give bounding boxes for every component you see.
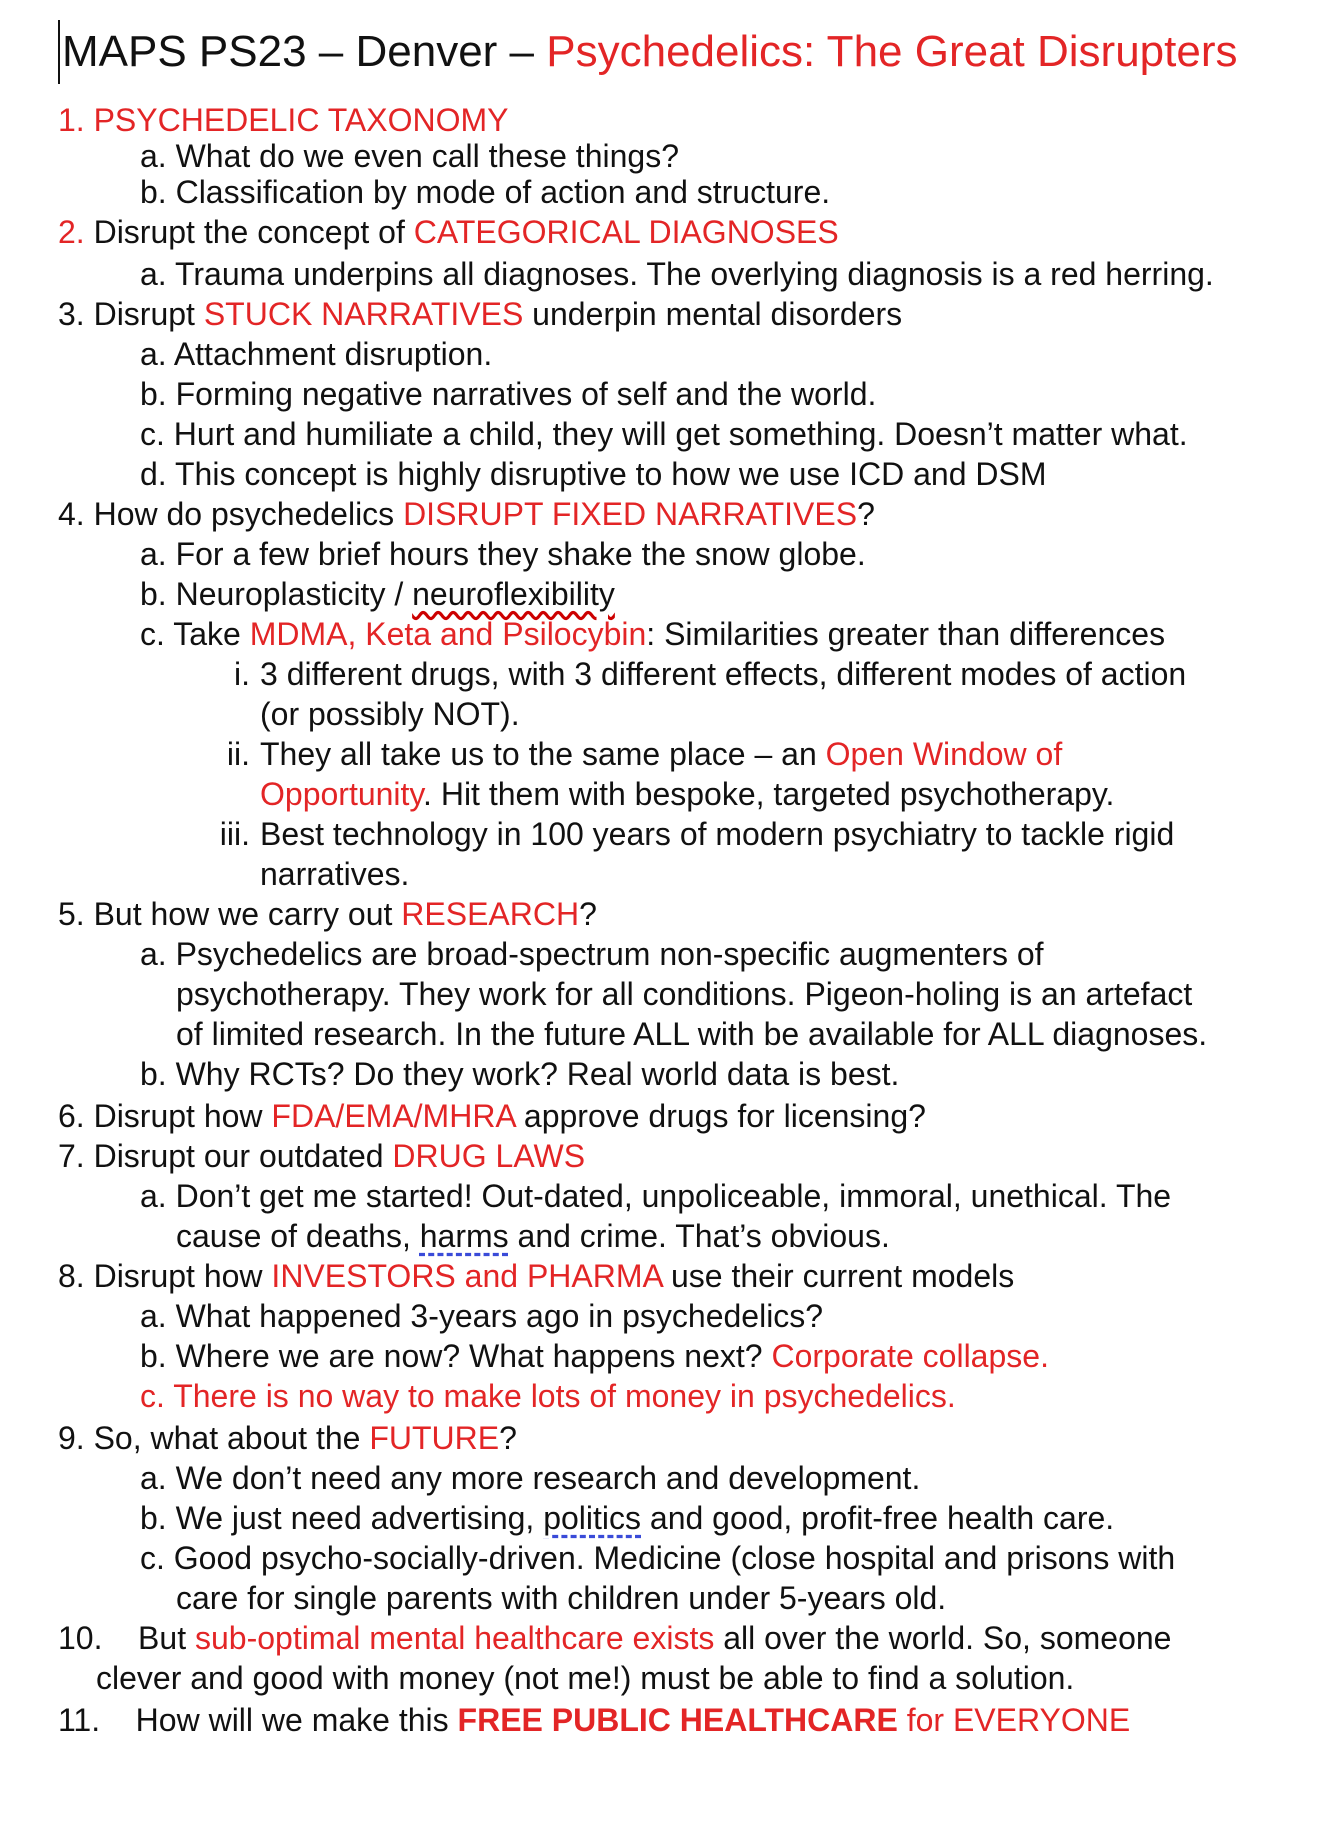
list-item-5a-cont2: of limited research. In the future ALL with be available for ALL diagnoses. <box>176 1016 1208 1052</box>
page-title <box>58 20 1238 84</box>
list-item-3d: d. This concept is highly disruptive to how we use ICD and DSM <box>140 456 1047 492</box>
list-item-5: 5. But how we carry out RESEARCH? <box>58 896 597 932</box>
list-item-4b: b. Neuroplasticity / neuroflexibility <box>140 576 615 612</box>
list-item-1a: a. What do we even call these things? <box>140 138 679 174</box>
list-item-7: 7. Disrupt our outdated DRUG LAWS <box>58 1138 586 1174</box>
list-item-8: 8. Disrupt how INVESTORS and PHARMA use their current models <box>58 1258 1015 1294</box>
list-item-8b: b. Where we are now? What happens next? Corporate collapse. <box>140 1338 1049 1374</box>
list-item-3b: b. Forming negative narratives of self and the world. <box>140 376 877 412</box>
list-item-3: 3. Disrupt STUCK NARRATIVES underpin mental disorders <box>58 296 903 332</box>
list-item-4: 4. How do psychedelics DISRUPT FIXED NARRATIVES? <box>58 496 875 532</box>
list-item-8c: c. There is no way to make lots of money in psychedelics. <box>140 1378 956 1414</box>
list-item-1b: b. Classification by mode of action and structure. <box>140 174 831 210</box>
spellcheck-word: neuroflexibility <box>412 576 615 612</box>
list-item-11: 11. How will we make this FREE PUBLIC HEALTHCARE for EVERYONE <box>58 1702 1131 1738</box>
list-item-4cii-cont: Opportunity. Hit them with bespoke, targeted psychotherapy. <box>260 776 1115 812</box>
title-prefix: MAPS PS23 – Denver – <box>62 27 547 76</box>
list-item-9b: b. We just need advertising, politics and good, profit-free health care. <box>140 1500 1115 1536</box>
list-item-10-cont: clever and good with money (not me!) must be able to find a solution. <box>96 1660 1075 1696</box>
list-item-9c: c. Good psycho-socially-driven. Medicine (close hospital and prisons with <box>140 1540 1176 1576</box>
list-item-5a-cont1: psychotherapy. They work for all conditions. Pigeon-holing is an artefact <box>176 976 1193 1012</box>
list-item-8a: a. What happened 3-years ago in psychedelics? <box>140 1298 824 1334</box>
list-item-4cii: They all take us to the same place – an Open Window of <box>260 736 1063 772</box>
grammar-flag-word: politics <box>543 1500 641 1536</box>
list-item-4ciii-cont: narratives. <box>260 856 410 892</box>
list-item-3a: a. Attachment disruption. <box>140 336 493 372</box>
list-item-2: 2. Disrupt the concept of CATEGORICAL DIAGNOSES <box>58 214 839 250</box>
list-item-5a: a. Psychedelics are broad-spectrum non-specific augmenters of <box>140 936 1044 972</box>
list-item-9: 9. So, what about the FUTURE? <box>58 1420 517 1456</box>
title-highlight: Psychedelics: The Great Disrupters <box>546 27 1238 76</box>
list-item-4ci: 3 different drugs, with 3 different effects, different modes of action <box>260 656 1187 692</box>
list-item-1: 1. PSYCHEDELIC TAXONOMY <box>58 102 509 138</box>
list-item-6: 6. Disrupt how FDA/EMA/MHRA approve drugs for licensing? <box>58 1098 926 1134</box>
list-item-10: 10. But sub-optimal mental healthcare exists all over the world. So, someone <box>58 1620 1172 1656</box>
list-item-4ci-cont: (or possibly NOT). <box>260 696 520 732</box>
list-item-4c: c. Take MDMA, Keta and Psilocybin: Similarities greater than differences <box>140 616 1166 652</box>
list-item-4ciii: Best technology in 100 years of modern psychiatry to tackle rigid <box>260 816 1175 852</box>
list-item-3c: c. Hurt and humiliate a child, they will get something. Doesn’t matter what. <box>140 416 1188 452</box>
list-item-4cii-number: ii. <box>226 736 250 772</box>
list-item-4a: a. For a few brief hours they shake the snow globe. <box>140 536 866 572</box>
grammar-flag-word: harms <box>419 1218 509 1254</box>
list-item-7a-cont: cause of deaths, harms and crime. That’s obvious. <box>176 1218 890 1254</box>
list-item-7a: a. Don’t get me started! Out-dated, unpoliceable, immoral, unethical. The <box>140 1178 1172 1214</box>
list-item-4ciii-number: iii. <box>219 816 250 852</box>
list-item-9a: a. We don’t need any more research and development. <box>140 1460 921 1496</box>
list-item-5b: b. Why RCTs? Do they work? Real world data is best. <box>140 1056 900 1092</box>
list-item-4ci-number: i. <box>234 656 250 692</box>
list-item-2a: a. Trauma underpins all diagnoses. The overlying diagnosis is a red herring. <box>140 256 1214 292</box>
list-item-9c-cont: care for single parents with children under 5-years old. <box>176 1580 947 1616</box>
